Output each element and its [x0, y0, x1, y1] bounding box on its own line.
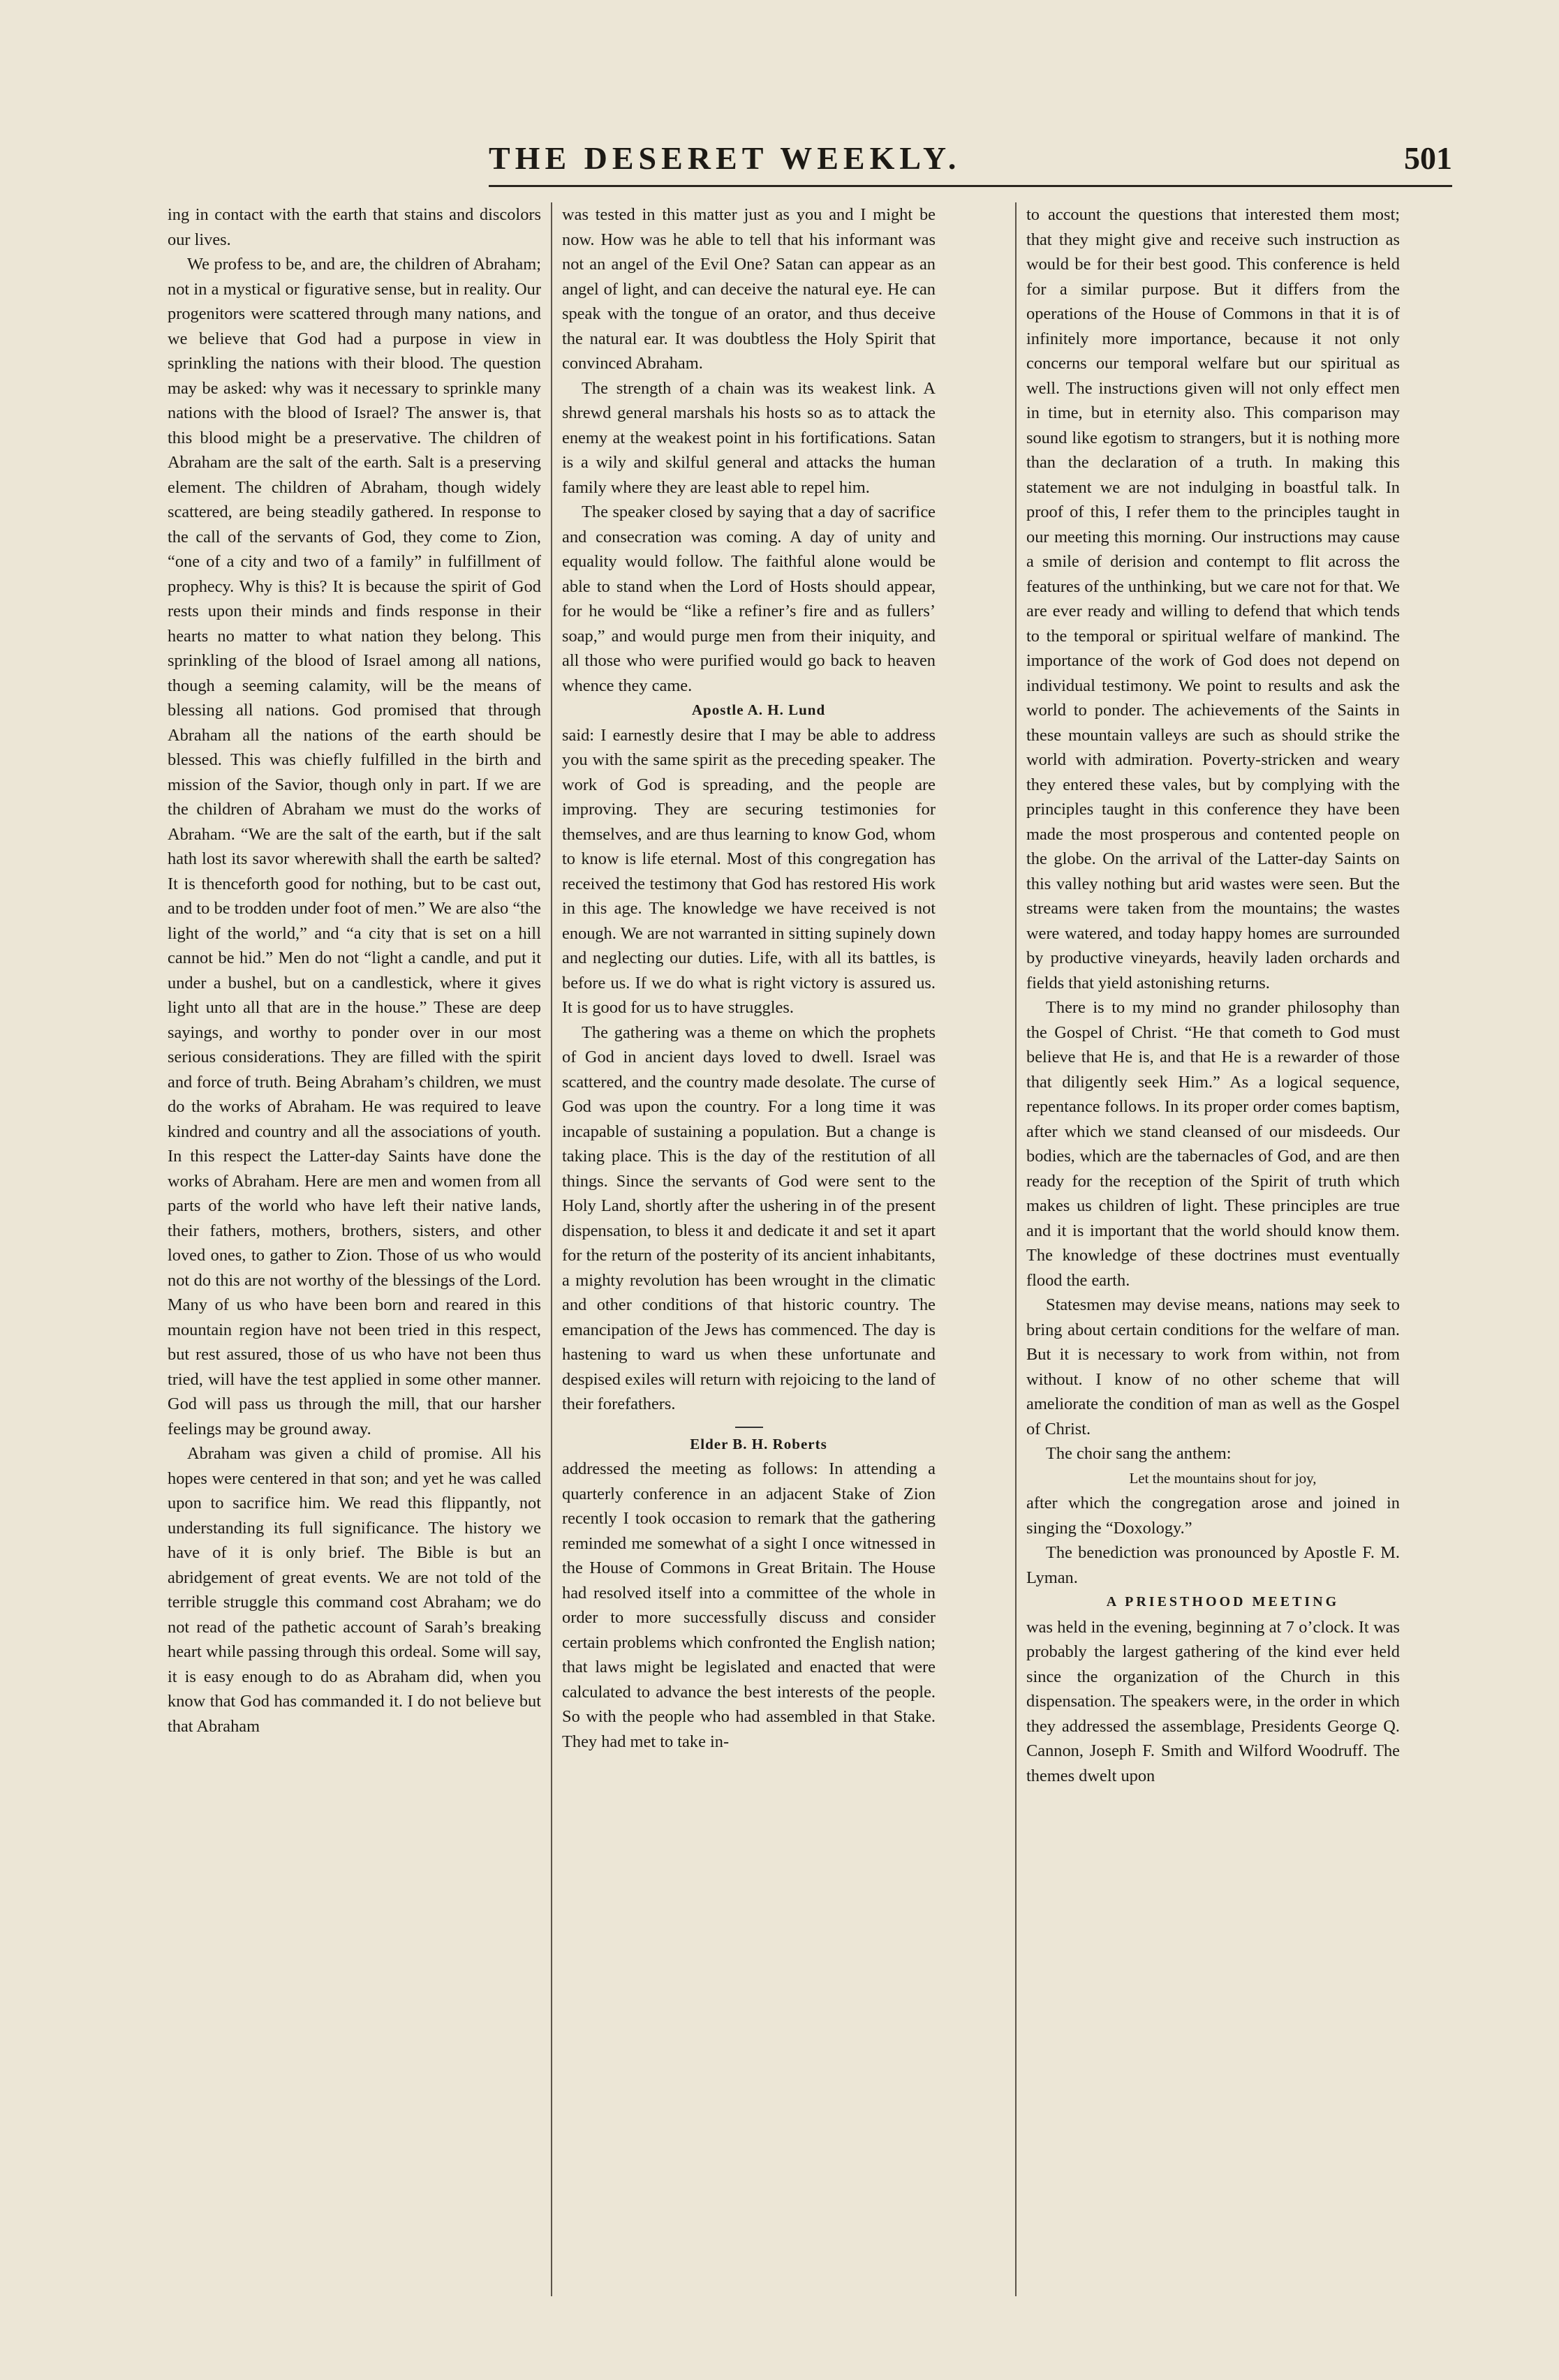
paragraph: We profess to be, and are, the children of Abraham; not in a mystical or figurative sense, but in reality. Our progenitors were scattered through many nations, and we believe that God had a purpose in view in sprinkling the nations with their blood. The question may be asked: why was it necessary to sprinkle many nations with the blood of Israel? The answer is, that this blood might be a preservative. The children of Abraham are the salt of the earth. Salt is a preserving element. The children of Abraham, though widely scattered, are being steadily gathered. In response to the call of the servants of God, they come to Zion, “one of a city and two of a family” in fulfillment of prophecy. Why is this? It is because the spirit of God rests upon their minds and finds response in their hearts no matter to what nation they belong. This sprinkling of the blood of Israel among all nations, though a seeming calamity, will be the means of blessing all nations. God promised that through Abraham all the nations of the earth should be blessed. This was chiefly fulfilled in the birth and mission of the Savior, though only in part. If we are the children of Abraham we must do the works of Abraham. “We are the salt of the earth, but if the salt hath lost its savor wherewith shall the earth be salted? It is thenceforth good for nothing, but to be cast out, and to be trodden under foot of men.” We are also “the light of the world,” and “a city that is set on a hill cannot be hid.” Men do not “light a candle, and put it under a bushel, but on a candlestick, where it gives light unto all that are in the house.” These are deep sayings, and worthy to ponder over in our most serious considerations. They are filled with the spirit and force of truth. Being Abraham’s children, we must do the works of Abraham. He was required to leave kindred and country and all the associations of youth. In this respect the Latter-day Saints have done the works of Abraham. Here are men and women from all parts of the world who have left their native lands, their fathers, mothers, brothers, sisters, and other loved ones, to gather to Zion. Those of us who would not do this are not worthy of the blessings of the Lord. Many of us who have been born and reared in this mountain region have not been tried in this respect, but rest assured, those of us who have not been thus tried, will have the test applied in some other manner. God will pass us through the mill, that our harsher feelings may be ground away.	[168, 255, 541, 1438]
publication-title: THE DESERET WEEKLY.	[489, 140, 961, 176]
section-heading: A PRIESTHOOD MEETING	[1106, 1594, 1340, 1609]
paragraph: Abraham was given a child of promise. All his hopes were centered in that son; and yet he was called upon to sacrifice him. We read this flippantly, not understanding its full significance. The history we have of it is only brief. The Bible is but an abridgement of great events. We are not told of the terrible struggle this command cost Abraham; we do not read of the pathetic account of Sarah’s breaking heart while passing through this ordeal. Some will say, it is easy enough to do as Abraham did, when you know that God has commanded it. I do not believe but that Abraham	[168, 1444, 541, 1736]
header-rule	[489, 185, 1452, 187]
column-2	[562, 202, 936, 2310]
speaker-heading: Elder B. H. Roberts	[690, 1435, 827, 1452]
paragraph: was held in the evening, beginning at 7 o’clock. It was probably the largest gathering of the kind ever held since the organization of the Church in this dispensation. The speakers were, in the order in which they addressed the assemblage, Presidents George Q. Cannon, Joseph F. Smith and Wilford Woodruff. The themes dwelt upon	[1026, 1617, 1400, 1785]
paragraph: The choir sang the anthem:	[1046, 1444, 1232, 1463]
paragraph: The speaker closed by saying that a day of sacrifice and consecration was coming. A day of unity and equality would follow. The faithful alone would be able to stand when the Lord of Hosts should appear, for he would be “like a refiner’s fire and as fullers’ soap,” and would purge men from their iniquity, and all those who were purified would go back to heaven whence they came.	[562, 503, 936, 695]
page-number: 501	[1404, 140, 1452, 176]
section-rule	[735, 1427, 763, 1428]
paragraph: was tested in this matter just as you and I might be now. How was he able to tell that his informant was not an angel of the Evil One? Satan can appear as an angel of light, and can deceive the natural eye. He can speak with the tongue of an orator, and thus deceive the natural ear. It was doubtless the Holy Spirit that convinced Abraham.	[562, 205, 936, 373]
paragraph: after which the congregation arose and joined in singing the “Doxology.”	[1026, 1494, 1400, 1538]
paragraph: said: I earnestly desire that I may be able to address you with the same spirit as the preceding speaker. The work of God is spreading, and the people are improving. They are securing testimonies for themselves, and are thus learning to know God, whom to know is life eternal. Most of this congregation has received the testimony that God has restored His work in this age. The knowledge we have received is not enough. We are not warranted in sitting supinely down and neglecting our duties. Life, with all its battles, is before us. If we do what is right victory is assured us. It is good for us to have struggles.	[562, 725, 936, 1017]
paragraph: Statesmen may devise means, nations may seek to bring about certain conditions for the welfare of man. But it is necessary to work from within, not from without. I know of no other scheme that will ameliorate the condition of man as well as the Gospel of Christ.	[1026, 1295, 1400, 1438]
paragraph: The strength of a chain was its weakest link. A shrewd general marshals his hosts so as to attack the enemy at the weakest point in his fortifications. Satan is a wily and skilful general and attacks the human family where they are least able to repel him.	[562, 378, 936, 497]
speaker-heading: Apostle A. H. Lund	[691, 701, 826, 718]
column-1	[168, 202, 541, 2310]
column-divider	[551, 202, 552, 2296]
paragraph: The gathering was a theme on which the prophets of God in ancient days loved to dwell. Israel was scattered, and the country made desolate. The curse of God was upon the country. For a long time it was incapable of sustaining a population. But a change is taking place. This is the day of the restitution of all things. Since the servants of God were sent to the Holy Land, shortly after the ushering in of the present dispensation, to bless it and dedicate it and set it apart for the return of the posterity of its ancient inhabitants, a mighty revolution has been wrought in the climatic and other conditions of that historic country. The emancipation of the Jews has commenced. The day is hastening to ward us when these unfortunate and despised exiles will return with rejoicing to the land of their forefathers.	[562, 1022, 936, 1413]
column-divider	[1015, 202, 1017, 2296]
paragraph: The benediction was pronounced by Apostle F. M. Lyman.	[1026, 1543, 1400, 1587]
paragraph: to account the questions that interested them most; that they might give and receive such instruction as would be for their best good. This conference is held for a similar purpose. But it differs from the operations of the House of Commons in that it is of infinitely more importance, because it not only concerns our temporal welfare but our spiritual as well. The instructions given will not only effect men in time, but in eternity also. This comparison may sound like egotism to strangers, but it is nothing more than the declaration of a truth. In making this statement we are not indulging in boastful talk. In proof of this, I refer them to the principles taught in our meeting this morning. Our instructions may cause a smile of derision and contempt to flit across the features of the unthinking, but we care not for that. We are ever ready and willing to defend that which tends to the temporal or spiritual welfare of mankind. The importance of the work of God does not depend on individual testimony. We point to results and ask the world to ponder. The achievements of the Saints in these mountain valleys are such as should strike the world with admiration. Poverty-stricken and weary they entered these vales, but by complying with the principles taught in this conference they have been made the most prosperous and contented people on the globe. On the arrival of the Latter-day Saints on this valley nothing but arid wastes were seen. But the streams were taken from the mountains; the wastes were watered, and today happy homes are surrounded by productive vineyards, heavily laden orchards and fields that yield astonishing returns.	[1026, 205, 1400, 992]
anthem-quote: Let the mountains shout for joy,	[1129, 1469, 1317, 1487]
page-header	[489, 140, 1452, 181]
paragraph: ing in contact with the earth that stains and discolors our lives.	[168, 205, 541, 249]
paragraph: addressed the meeting as follows: In attending a quarterly conference in an adjacent Stake of Zion recently I took occasion to remark that the gathering reminded me somewhat of a sight I once witnessed in the House of Commons in Great Britain. The House had resolved itself into a committee of the whole in order to more successfully discuss and consider certain problems which confronted the English nation; that laws might be legislated and enacted that were calculated to advance the best interests of the people. So with the people who had assembled in that Stake. They had met to take in-	[562, 1459, 936, 1751]
paragraph: There is to my mind no grander philosophy than the Gospel of Christ. “He that cometh to God must believe that He is, and that He is a rewarder of those that diligently seek Him.” As a logical sequence, repentance follows. In its proper order comes baptism, after which we stand cleansed of our misdeeds. Our bodies, which are the tabernacles of God, and are then ready for the reception of the Spirit of truth which makes us children of light. These principles are true and it is important that the world should know them. The knowledge of these doctrines must eventually flood the earth.	[1026, 998, 1400, 1290]
column-3	[1026, 202, 1400, 2310]
